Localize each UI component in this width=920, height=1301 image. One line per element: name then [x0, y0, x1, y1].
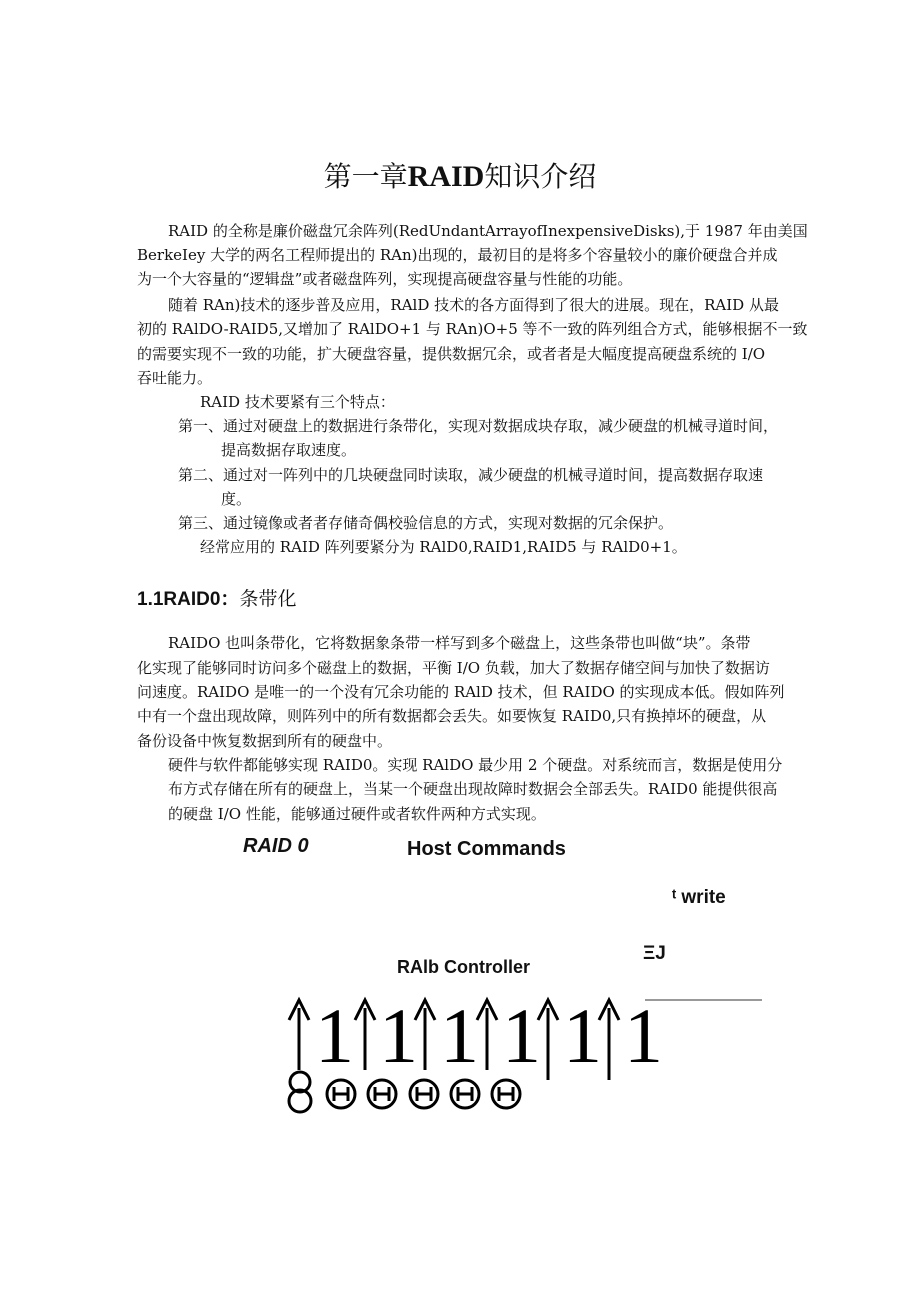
paragraph-line: 吞吐能力。 — [137, 369, 213, 387]
list-item-continuation: 提高数据存取速度。 — [221, 441, 357, 459]
stripe-glyph: 1 — [315, 992, 354, 1079]
disk-icon — [410, 1080, 438, 1108]
stripe-glyph: 1 — [624, 992, 663, 1079]
stripe-glyph: 1 — [379, 992, 418, 1079]
up-arrow-icon — [355, 1000, 375, 1070]
up-arrow-icon — [477, 1000, 497, 1070]
paragraph-line: BerkeIey 大学的两名工程师提出的 RAn)出现的，最初目的是将多个容量较小的廉价硬盘合并成 — [137, 246, 778, 264]
diagram-host-commands: Host Commands — [407, 838, 566, 860]
disk-icon — [492, 1080, 520, 1108]
paragraph-line: 硬件与软件都能够实现 RAID0。实现 RAlDO 最少用 2 个硬盘。对系统而言，数据是使用分 — [168, 756, 783, 774]
paragraph-line: 化实现了能够同时访问多个磁盘上的数据，平衡 I/O 负载，加大了数据存储空间与加快了数据访 — [137, 659, 770, 677]
paragraph-line: 的需要实现不一致的功能，扩大硬盘容量，提供数据冗余，或者者是大幅度提高硬盘系统的 I/O — [137, 345, 766, 363]
stripe-glyph: 1 — [440, 992, 479, 1079]
list-item: 第二、通过对一阵列中的几块硬盘同时读取，减少硬盘的机械寻道时间，提高数据存取速 — [178, 466, 764, 484]
diagram-write-label: ᵗ write — [672, 887, 726, 908]
paragraph-line: 为一个大容量的“逻辑盘”或者磁盘阵列，实现提高硬盘容量与性能的功能。 — [137, 270, 633, 288]
section-heading: 1.1RAID0：条带化 — [137, 588, 297, 610]
paragraph-line: 随着 RAn)技术的逐步普及应用，RAlD 技术的各方面得到了很大的进展。现在，RAID 从最 — [168, 296, 779, 314]
paragraph-line: 初的 RAlDO-RAID5,又增加了 RAlDO+1 与 RAn)O+5 等不一致的阵列组合方式，能够根据不一致 — [137, 320, 808, 338]
paragraph-line: RAIDO 也叫条带化，它将数据象条带一样写到多个磁盘上，这些条带也叫做“块”。条带 — [168, 634, 751, 652]
stripe-glyph: 1 — [563, 992, 602, 1079]
list-item-continuation: 度。 — [221, 490, 252, 508]
paragraph-line: 的硬盘 I/O 性能，能够通过硬件或者软件两种方式实现。 — [168, 805, 546, 823]
paragraph-line: RAID 的全称是廉价磁盘冗余阵列(RedUndantArrayofInexpensiveDisks),于 1987 年由美国 — [168, 222, 808, 240]
paragraph-line: RAID 技术要紧有三个特点： — [200, 393, 395, 411]
raid0-diagram — [0, 980, 920, 1124]
up-arrow-icon — [599, 1000, 619, 1080]
paragraph-line: 中有一个盘出现故障，则阵列中的所有数据都会丢失。如要恢复 RAID0,只有换掉坏的硬盘，从 — [137, 707, 767, 725]
disk-icon — [451, 1080, 479, 1108]
up-arrow-icon — [289, 1000, 309, 1070]
up-arrow-icon — [415, 1000, 435, 1070]
diagram-controller-label: RAlb Controller — [397, 957, 530, 977]
paragraph-line: 布方式存储在所有的硬盘上，当某一个硬盘出现故障时数据会全部丢失。RAID0 能提供很高 — [168, 780, 778, 798]
disk-icon — [327, 1080, 355, 1108]
up-arrow-icon — [538, 1000, 558, 1080]
list-item: 第三、通过镜像或者者存储奇偶校验信息的方式，实现对数据的冗余保护。 — [178, 514, 674, 532]
page-title: 第一章RAID知识介绍 — [323, 160, 597, 193]
diagram-ej-label: ΞJ — [643, 943, 666, 964]
paragraph-line: 问速度。RAIDO 是唯一的一个没有冗余功能的 RAlD 技术，但 RAIDO 的实现成本低。假如阵列 — [137, 683, 785, 701]
list-item: 第一、通过对硬盘上的数据进行条带化，实现对数据成块存取，减少硬盘的机械寻道时间， — [178, 417, 779, 435]
paragraph-line: 备份设备中恢复数据到所有的硬盘中。 — [137, 732, 393, 750]
paragraph-line: 经常应用的 RAID 阵列要紧分为 RAlD0,RAID1,RAID5 与 RAlD0+1。 — [200, 538, 687, 556]
diagram-raid-label: RAID 0 — [243, 835, 309, 857]
disk-icon — [289, 1072, 311, 1112]
stripe-glyph: 1 — [502, 992, 541, 1079]
disk-icon — [368, 1080, 396, 1108]
